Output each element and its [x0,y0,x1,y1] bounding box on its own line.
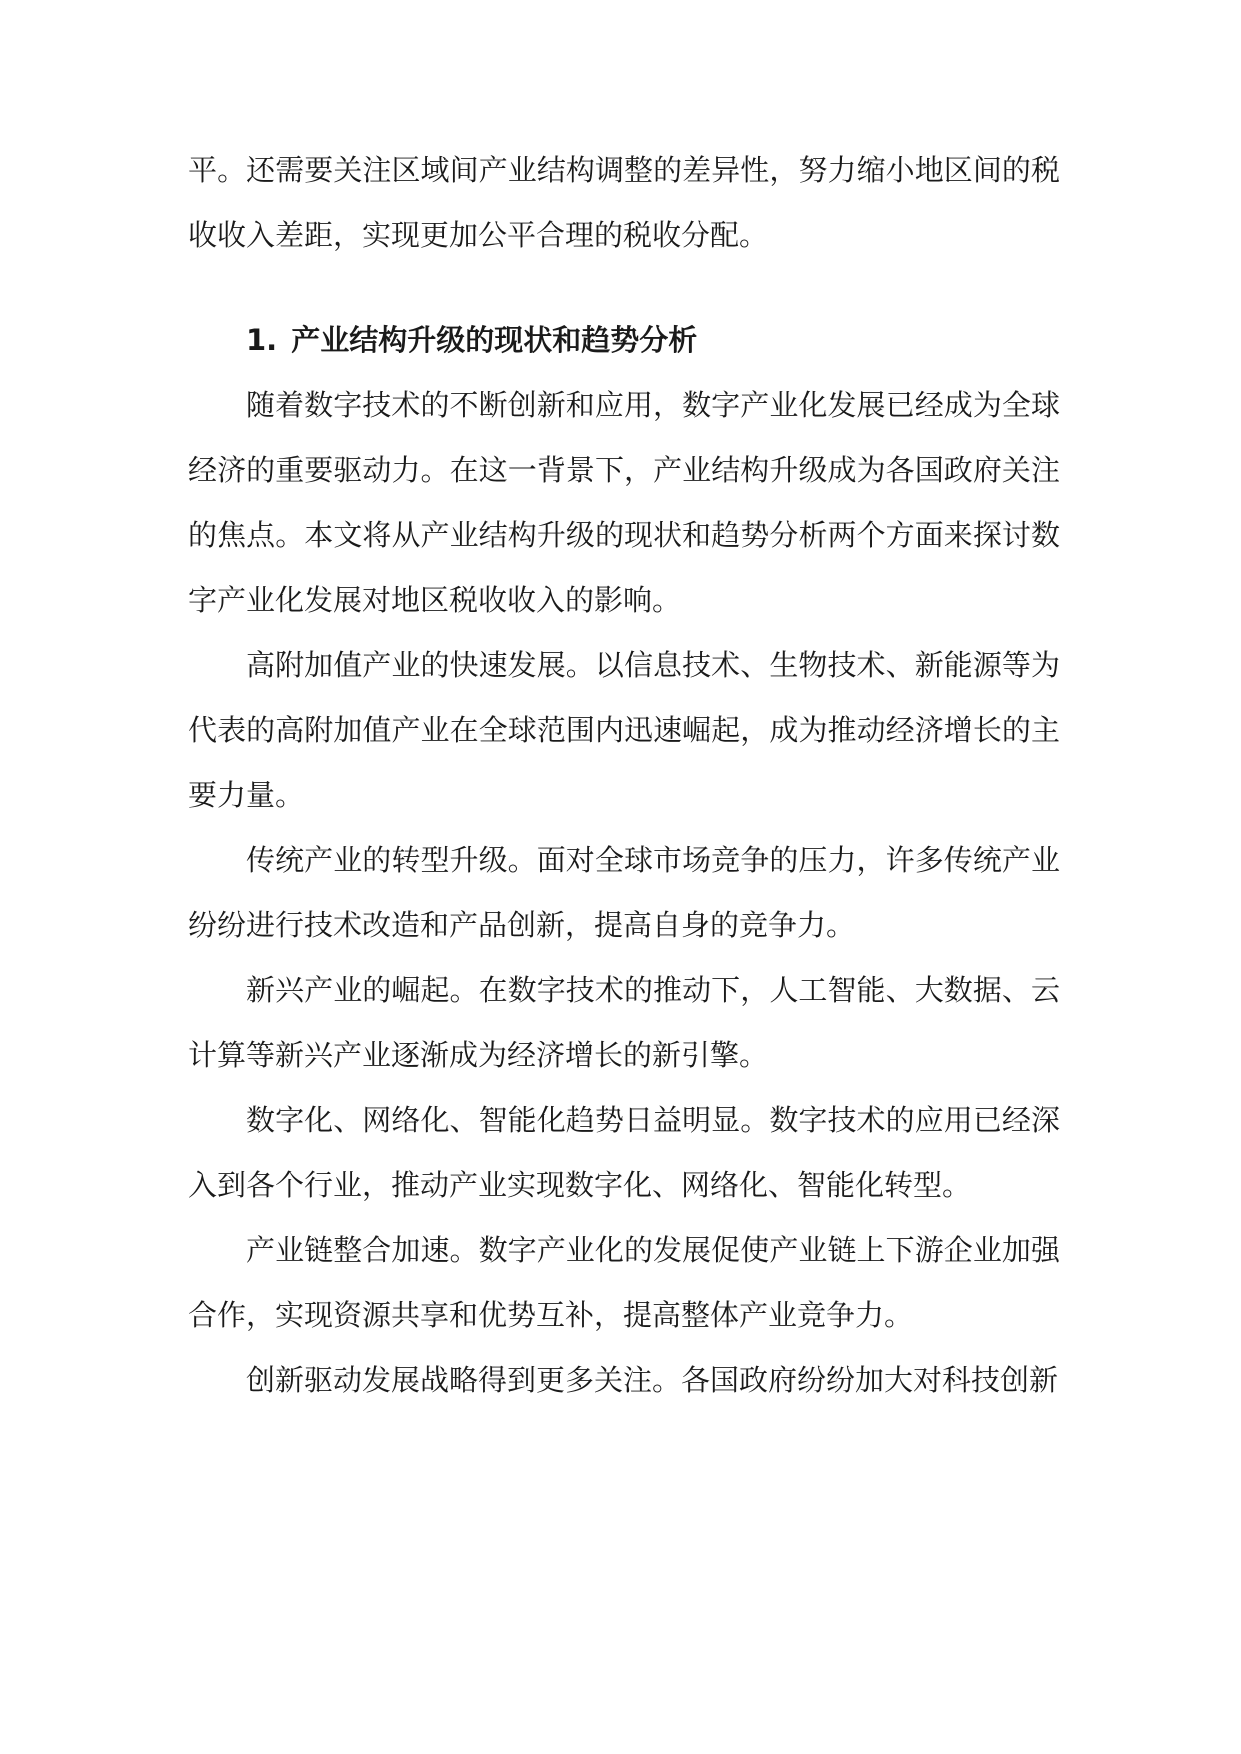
paragraph: 随着数字技术的不断创新和应用，数字产业化发展已经成为全球经济的重要驱动力。在这一背景下，产业结构升级成为各国政府关注的焦点。本文将从产业结构升级的现状和趋势分析两个方面来探讨数字产业化发展对地区税收收入的影响。 [188,388,1060,617]
paragraph: 传统产业的转型升级。面对全球市场竞争的压力，许多传统产业纷纷进行技术改造和产品创新，提高自身的竞争力。 [188,843,1060,942]
paragraph: 高附加值产业的快速发展。以信息技术、生物技术、新能源等为代表的高附加值产业在全球范围内迅速崛起，成为推动经济增长的主要力量。 [188,648,1060,812]
paragraph: 新兴产业的崛起。在数字技术的推动下，人工智能、大数据、云计算等新兴产业逐渐成为经济增长的新引擎。 [188,973,1060,1072]
section-title: 产业结构升级的现状和趋势分析 [291,323,698,357]
paragraph: 创新驱动发展战略得到更多关注。各国政府纷纷加大对科技创新 [246,1363,1059,1397]
paragraph: 产业链整合加速。数字产业化的发展促使产业链上下游企业加强合作，实现资源共享和优势互补，提高整体产业竞争力。 [188,1233,1060,1332]
section-heading [188,308,1060,373]
section-number: 1. [246,323,278,357]
paragraph-continuation: 平。还需要关注区域间产业结构调整的差异性，努力缩小地区间的税收收入差距，实现更加公平合理的税收分配。 [188,153,1060,252]
document-body [188,138,1060,1413]
paragraph: 数字化、网络化、智能化趋势日益明显。数字技术的应用已经深入到各个行业，推动产业实现数字化、网络化、智能化转型。 [188,1103,1060,1202]
